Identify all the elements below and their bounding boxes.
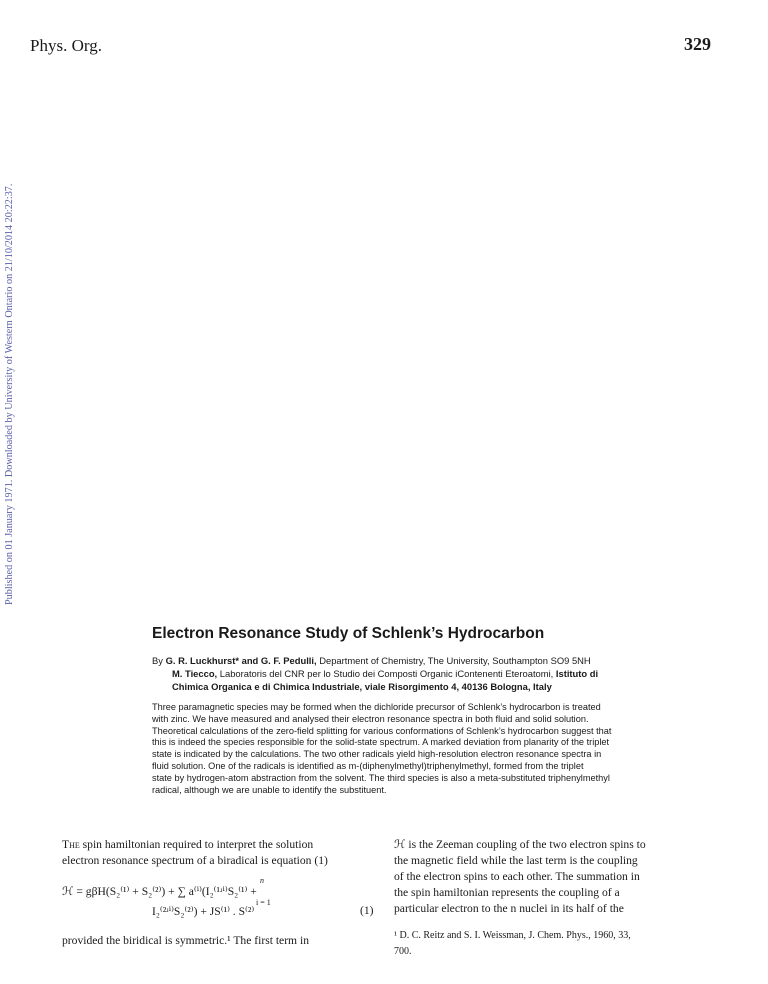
body-text: provided the biridical is symmetric.¹ The first term in — [62, 934, 309, 947]
authors-group-2: M. Tiecco, — [172, 668, 218, 679]
footnote — [394, 928, 716, 960]
abstract-line: Three paramagnetic species may be formed when the dichloride precursor of Schlenk’s hydrocarbon is treated — [152, 702, 601, 712]
lead-word: The — [62, 838, 80, 851]
footnote-line: 700. — [394, 946, 412, 957]
abstract-line: fluid solution. One of the radicals is identified as m-(diphenylmethyl)triphenylmethyl, formed from the triplet — [152, 760, 584, 771]
sum-upper-limit: n — [260, 876, 264, 885]
journal-section-header: Phys. Org. — [30, 36, 102, 55]
body-column-right — [394, 837, 716, 917]
affiliation-2a: Laboratoris del CNR per lo Studio dei Composti Organic iContenenti Eteroatomi, — [219, 668, 554, 679]
page-number: 329 — [684, 34, 711, 54]
abstract-line: Theoretical calculations of the zero-field splitting for various conformations of Schlenk’s hydrocarbon suggest that — [152, 725, 612, 736]
abstract-line: state is indicated by the calculations. The two other radicals yield high-resolution electron resonance spectra in — [152, 749, 602, 760]
footnote-line: ¹ D. C. Reitz and S. I. Weissman, J. Chem. Phys., 1960, 33, — [394, 930, 631, 941]
equation-line-1: ℋ = gβH(S₂⁽¹⁾ + S₂⁽²⁾) + ∑ a⁽ⁱ⁾(I₂⁽¹ʴⁱ⁾S₂⁽¹⁾ + — [62, 885, 257, 898]
body-column-left — [62, 837, 380, 869]
equation-number: (1) — [360, 904, 374, 917]
byline-prefix: By — [152, 655, 163, 666]
sum-lower-limit: i = 1 — [256, 898, 271, 907]
body-text: electron resonance spectrum of a biradical is equation (1) — [62, 854, 328, 867]
equation-1 — [62, 876, 380, 926]
byline — [152, 654, 742, 693]
affiliation-2b: Istituto di — [555, 668, 599, 679]
affiliation-2c: Chimica Organica e di Chimica Industriale, viale Risorgimento 4, 40136 Bologna, Italy — [172, 681, 552, 692]
abstract — [152, 702, 718, 796]
body-text: the spin hamiltonian represents the coupling of a — [394, 886, 620, 899]
body-text: of the electron spins to each other. The summation in — [394, 870, 640, 883]
authors-group-1: G. R. Luckhurst* and G. F. Pedulli, — [165, 655, 317, 666]
article-title: Electron Resonance Study of Schlenk’s Hydrocarbon — [152, 625, 545, 642]
abstract-line: with zinc. We have measured and analysed their electron resonance spectra in both fluid and solid solution. — [152, 713, 589, 724]
body-text: spin hamiltonian required to interpret the solution — [79, 838, 314, 851]
affiliation-1: Department of Chemistry, The University, Southampton SO9 5NH — [319, 655, 591, 666]
abstract-line: this is indeed the species responsible for the solid-state spectrum. A marked deviation from planarity of the triplet — [152, 737, 610, 748]
body-text: the magnetic field while the last term is the coupling — [394, 854, 638, 867]
abstract-line: radical, although we are unable to identify the substituent. — [152, 784, 387, 795]
publication-side-note[interactable]: Published on 01 January 1971. Downloaded by University of Western Ontario on 21/10/2014 20:22:37. — [4, 183, 15, 605]
equation-line-2: I₂⁽²ʴⁱ⁾S₂⁽²⁾) + JS⁽¹⁾ . S⁽²⁾ — [152, 905, 255, 918]
abstract-line: state by hydrogen-atom abstraction from the solvent. The third species is also a meta-substituted triphenylmethyl — [152, 772, 610, 783]
body-text: particular electron to the n nuclei in its half of the — [394, 902, 624, 915]
body-text: ℋ is the Zeeman coupling of the two electron spins to — [394, 838, 646, 851]
